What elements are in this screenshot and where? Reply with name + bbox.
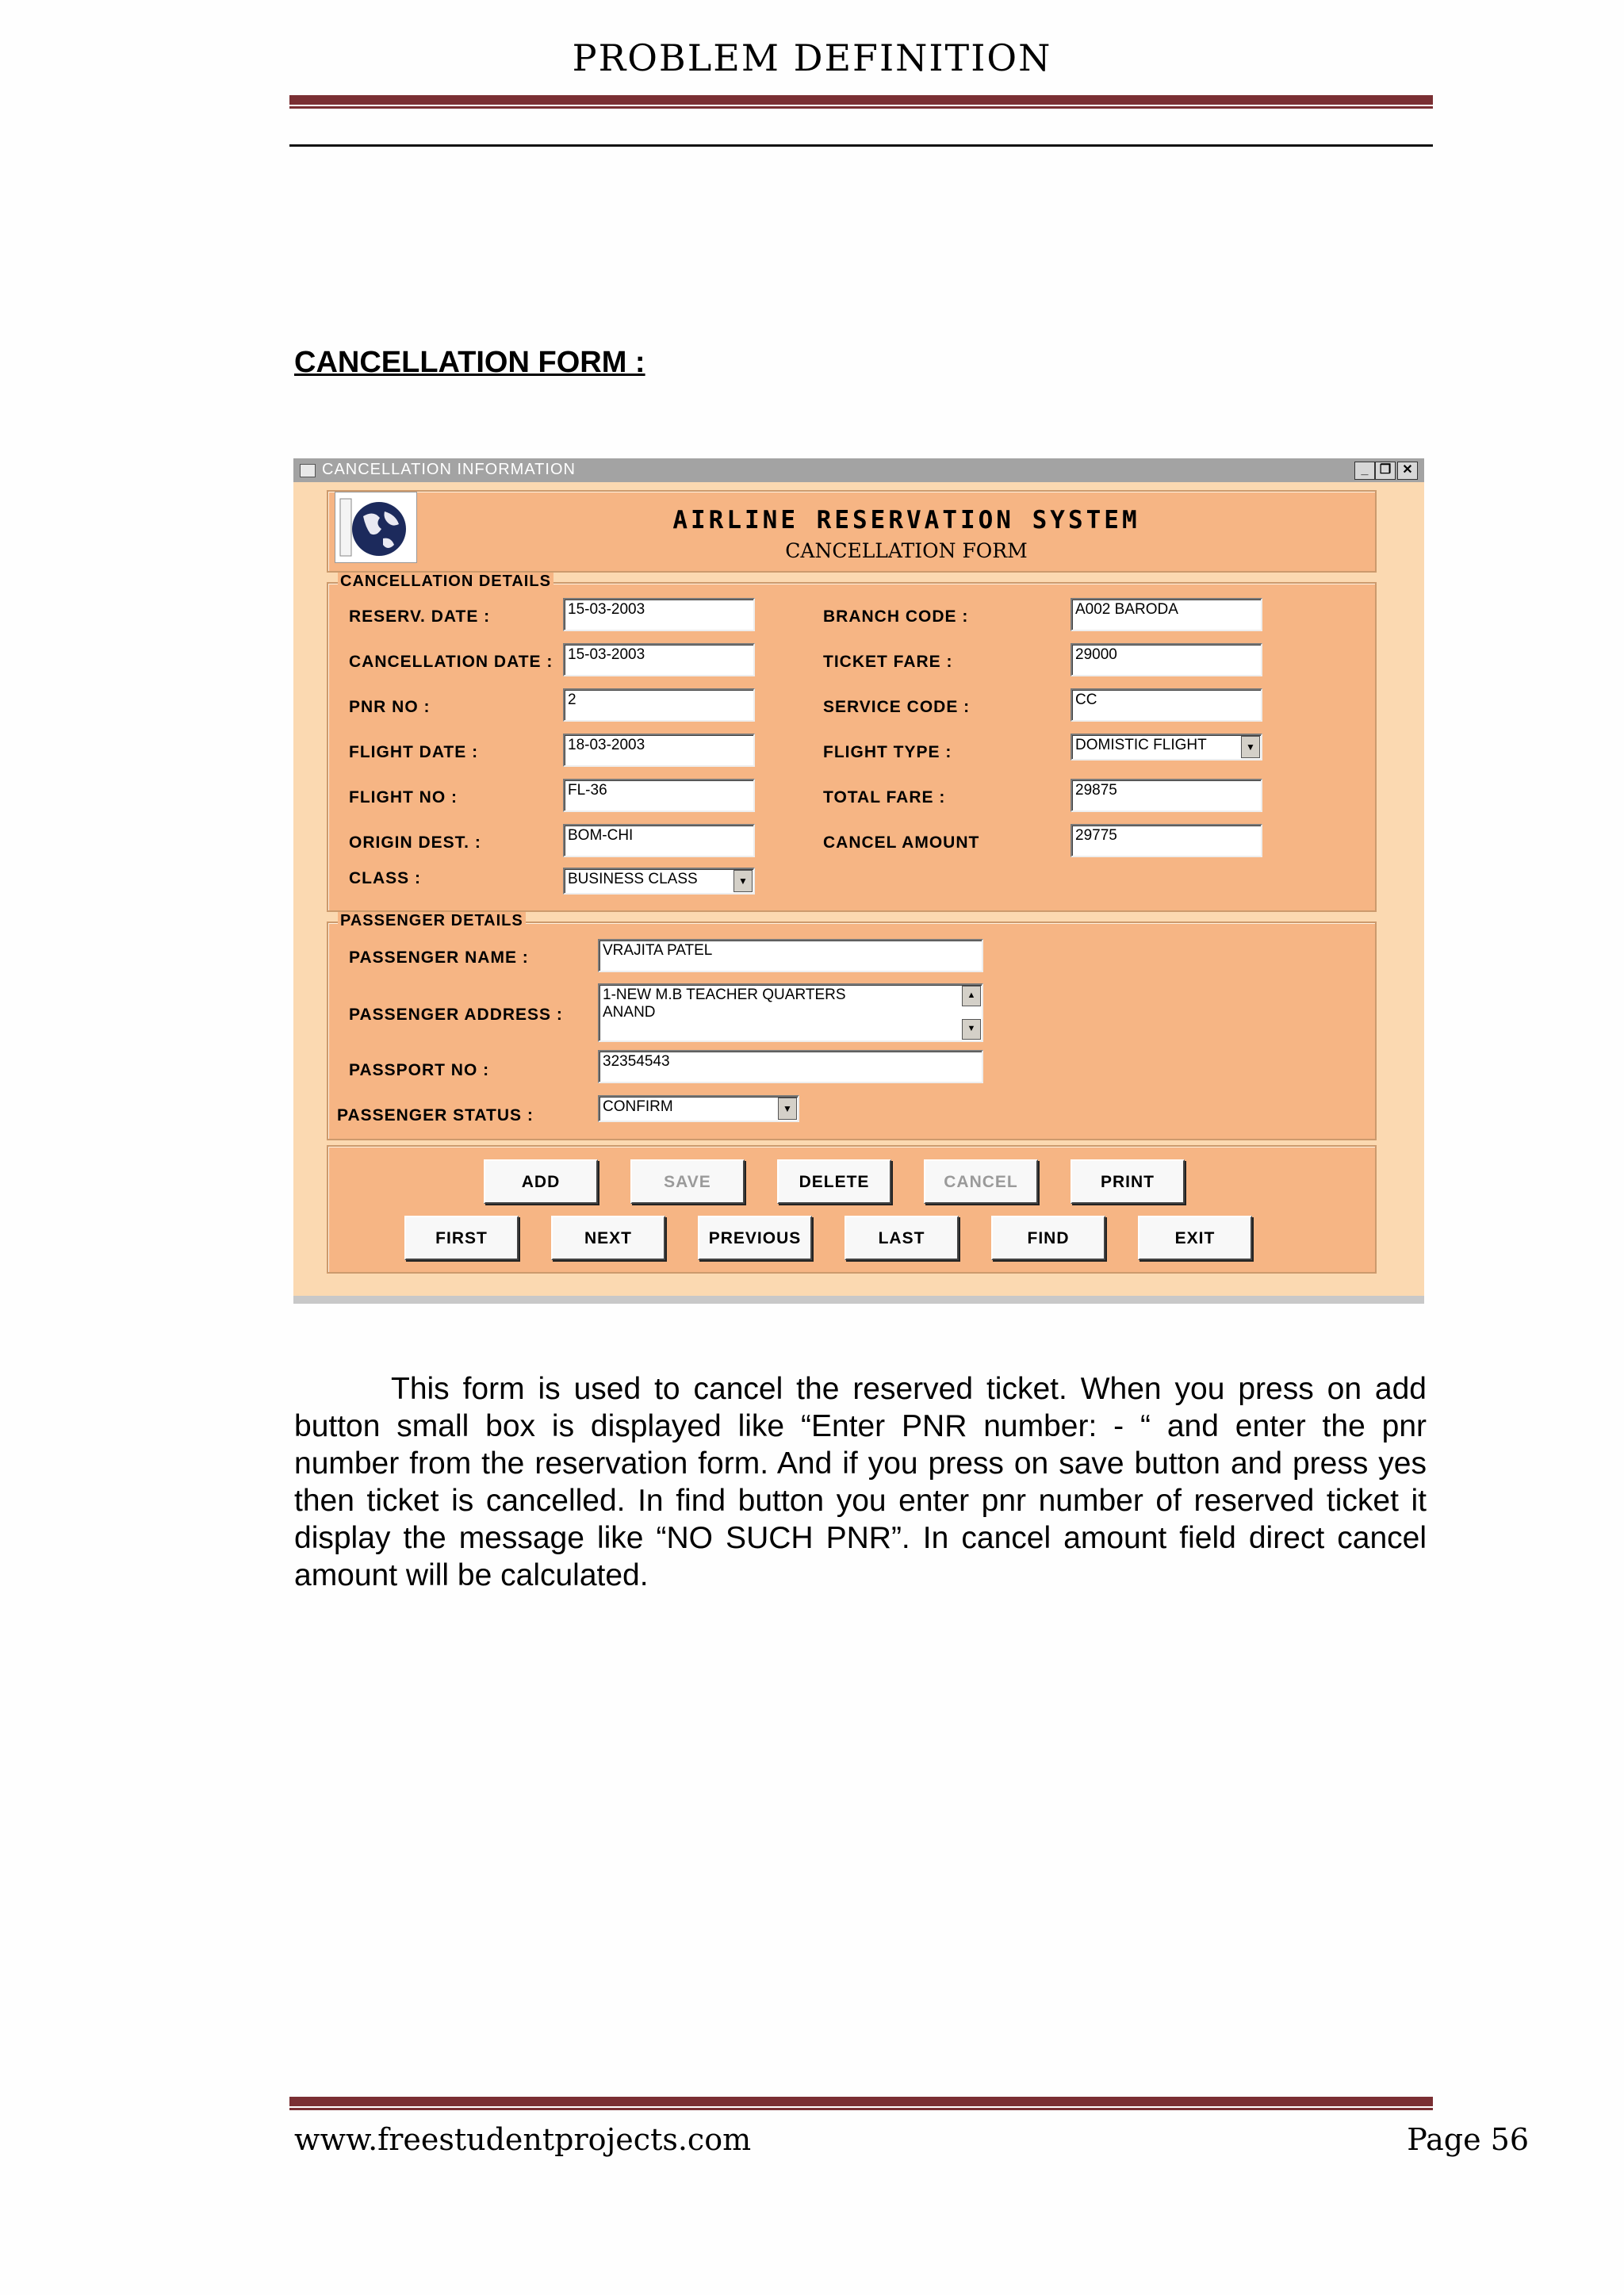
- passenger-address-textarea[interactable]: [598, 983, 983, 1042]
- app-title: AIRLINE RESERVATION SYSTEM: [672, 506, 1140, 534]
- header-rule-thin: [289, 106, 1433, 109]
- page-header-title: PROBLEM DEFINITION: [572, 36, 1052, 79]
- class-value: BUSINESS CLASS: [568, 871, 698, 887]
- passport-no-label: PASSPORT NO :: [349, 1061, 490, 1079]
- restore-button[interactable]: ❐: [1375, 462, 1396, 480]
- service-code-label: SERVICE CODE :: [823, 698, 971, 716]
- header-rule-thick: [289, 95, 1433, 105]
- class-select[interactable]: [563, 868, 755, 895]
- flight-type-value: DOMISTIC FLIGHT: [1075, 737, 1207, 753]
- cancel-button[interactable]: CANCEL: [924, 1159, 1038, 1204]
- scroll-down-icon[interactable]: ▼: [962, 1019, 981, 1040]
- chevron-down-icon[interactable]: ▼: [733, 870, 753, 892]
- branch-code-field[interactable]: A002 BARODA: [1071, 598, 1262, 631]
- flight-type-label: FLIGHT TYPE :: [823, 743, 952, 761]
- description-text: This form is used to cancel the reserved ticket. When you press on add button small box is displayed like “Enter PNR number: - “ and enter the pnr number from the reservation form. And if you press on save button and press yes then ticket is cancelled. In find button you enter pnr number of reserved ticket it display the message like “NO SUCH PNR”. In cancel amount field direct cancel amount will be calculated.: [294, 1372, 1427, 1592]
- passenger-details-title: PASSENGER DETAILS: [338, 912, 526, 930]
- address-line-1: 1-NEW M.B TEACHER QUARTERS: [603, 987, 846, 1003]
- ticket-fare-label: TICKET FARE :: [823, 653, 953, 671]
- window-title: CANCELLATION INFORMATION: [322, 461, 576, 478]
- flight-type-select[interactable]: [1071, 734, 1262, 761]
- origin-dest-label: ORIGIN DEST. :: [349, 833, 481, 852]
- add-button[interactable]: ADD: [484, 1159, 598, 1204]
- passport-no-field[interactable]: 32354543: [598, 1050, 983, 1083]
- flight-no-label: FLIGHT NO :: [349, 788, 458, 807]
- description-paragraph: [294, 1370, 1427, 1594]
- header-rule-black: [289, 144, 1433, 147]
- cancellation-date-label: CANCELLATION DATE :: [349, 653, 553, 671]
- ticket-fare-field[interactable]: 29000: [1071, 643, 1262, 676]
- window-bottom-border: [293, 1296, 1424, 1304]
- next-button[interactable]: NEXT: [551, 1216, 665, 1260]
- delete-button[interactable]: DELETE: [777, 1159, 891, 1204]
- class-label: CLASS :: [349, 869, 421, 887]
- section-heading: CANCELLATION FORM :: [294, 346, 645, 379]
- last-button[interactable]: LAST: [845, 1216, 959, 1260]
- pnr-no-field[interactable]: 2: [563, 688, 755, 722]
- close-button[interactable]: ✕: [1397, 462, 1418, 480]
- service-code-field[interactable]: CC: [1071, 688, 1262, 722]
- flight-no-field[interactable]: FL-36: [563, 779, 755, 812]
- window-titlebar: [293, 458, 1424, 482]
- footer-url: www.freestudentprojects.com: [294, 2122, 752, 2157]
- cancellation-window: [293, 458, 1424, 1304]
- find-button[interactable]: FIND: [991, 1216, 1105, 1260]
- footer-rule-thick: [289, 2097, 1433, 2106]
- reserv-date-field[interactable]: 15-03-2003: [563, 598, 755, 631]
- exit-button[interactable]: EXIT: [1138, 1216, 1252, 1260]
- save-button[interactable]: SAVE: [630, 1159, 745, 1204]
- total-fare-label: TOTAL FARE :: [823, 788, 946, 807]
- passenger-status-value: CONFIRM: [603, 1098, 673, 1115]
- app-subtitle: CANCELLATION FORM: [785, 539, 1028, 562]
- address-line-2: ANAND: [603, 1004, 656, 1021]
- cancel-amount-field[interactable]: 29775: [1071, 824, 1262, 857]
- passenger-status-label: PASSENGER STATUS :: [337, 1106, 534, 1125]
- first-button[interactable]: FIRST: [404, 1216, 519, 1260]
- window-app-icon: [300, 464, 316, 477]
- flight-date-field[interactable]: 18-03-2003: [563, 734, 755, 767]
- pnr-no-label: PNR NO :: [349, 698, 431, 716]
- flight-date-label: FLIGHT DATE :: [349, 743, 479, 761]
- passenger-status-select[interactable]: [598, 1095, 799, 1122]
- cancellation-date-field[interactable]: 15-03-2003: [563, 643, 755, 676]
- scroll-up-icon[interactable]: ▲: [962, 986, 981, 1006]
- chevron-down-icon[interactable]: ▼: [1241, 736, 1260, 758]
- reserv-date-label: RESERV. DATE :: [349, 607, 491, 626]
- passenger-name-field[interactable]: VRAJITA PATEL: [598, 939, 983, 972]
- footer-page-number: Page 56: [1407, 2122, 1529, 2157]
- footer-rule-thin: [289, 2108, 1433, 2110]
- origin-dest-field[interactable]: BOM-CHI: [563, 824, 755, 857]
- minimize-button[interactable]: _: [1354, 462, 1375, 480]
- previous-button[interactable]: PREVIOUS: [698, 1216, 812, 1260]
- branch-code-label: BRANCH CODE :: [823, 607, 969, 626]
- print-button[interactable]: PRINT: [1071, 1159, 1185, 1204]
- cancel-amount-label: CANCEL AMOUNT: [823, 833, 980, 852]
- total-fare-field[interactable]: 29875: [1071, 779, 1262, 812]
- passenger-address-label: PASSENGER ADDRESS :: [349, 1006, 563, 1024]
- chevron-down-icon[interactable]: ▼: [778, 1098, 797, 1120]
- cancellation-details-title: CANCELLATION DETAILS: [338, 573, 553, 591]
- passenger-name-label: PASSENGER NAME :: [349, 948, 529, 967]
